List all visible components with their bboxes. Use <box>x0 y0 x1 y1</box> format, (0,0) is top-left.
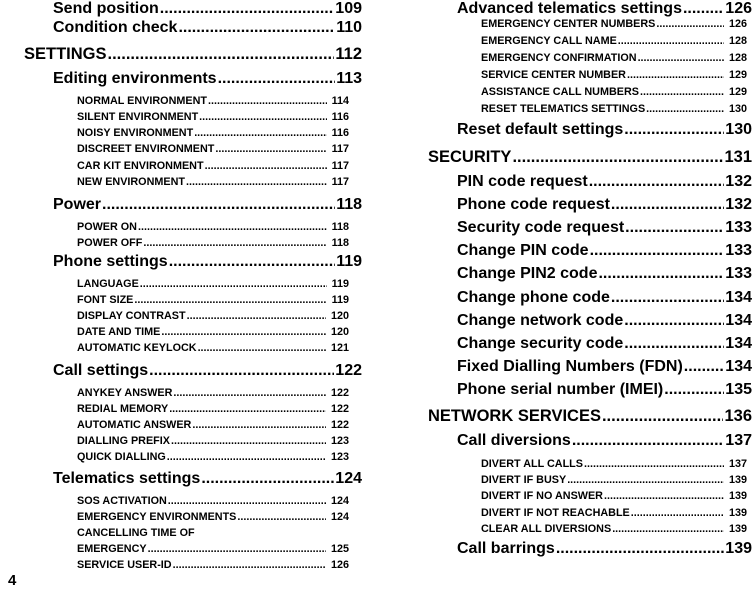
toc-entry-page: 118 <box>331 237 349 249</box>
toc-entry[interactable] <box>457 0 752 18</box>
toc-entry-page: 136 <box>724 407 752 425</box>
toc-entry[interactable] <box>457 121 752 139</box>
toc-entry-title: SILENT ENVIRONMENT <box>77 111 199 123</box>
toc-dot-leader <box>134 294 326 306</box>
toc-entry-title: Call barrings <box>457 540 555 557</box>
toc-entry-page: 139 <box>725 540 752 557</box>
toc-entry-page: 120 <box>330 326 349 338</box>
toc-entry-title: NORMAL ENVIRONMENT <box>77 95 207 107</box>
toc-dot-leader <box>192 419 326 431</box>
toc-dot-leader <box>683 0 724 18</box>
toc-entry-title: SERVICE CENTER NUMBER <box>481 69 626 81</box>
toc-entry-title: Call diversions <box>457 432 571 449</box>
toc-entry-page: 135 <box>725 381 752 398</box>
toc-entry-page: 122 <box>330 387 349 399</box>
toc-entry-page: 128 <box>728 52 747 64</box>
toc-dot-leader <box>624 312 724 330</box>
toc-entry-title: POWER OFF <box>77 237 143 249</box>
toc-dot-leader <box>201 470 334 488</box>
toc-dot-leader <box>611 289 724 307</box>
toc-entry-title: PIN code request <box>457 173 588 190</box>
toc-entry-title: AUTOMATIC KEYLOCK <box>77 342 197 354</box>
toc-entry[interactable] <box>77 419 349 431</box>
toc-entry-title: DIVERT IF NOT REACHABLE <box>481 507 630 519</box>
toc-dot-leader <box>664 381 724 399</box>
toc-entry-page: 114 <box>331 95 349 107</box>
toc-entry[interactable] <box>457 335 752 353</box>
toc-entry[interactable] <box>457 242 752 260</box>
toc-entry-title: FONT SIZE <box>77 294 134 306</box>
toc-entry-page: 139 <box>728 490 747 502</box>
toc-entry[interactable] <box>481 458 747 470</box>
toc-entry-page: 126 <box>725 0 752 17</box>
toc-entry[interactable] <box>457 196 752 214</box>
toc-entry-title: Phone serial number (IMEI) <box>457 381 664 398</box>
toc-entry-title: EMERGENCY CENTER NUMBERS <box>481 18 656 30</box>
toc-entry[interactable] <box>77 95 349 107</box>
toc-dot-leader <box>627 69 724 81</box>
toc-dot-leader <box>567 474 724 486</box>
toc-entry-page: 125 <box>330 543 349 555</box>
toc-dot-leader <box>198 342 326 354</box>
toc-dot-leader <box>624 335 724 353</box>
toc-entry-title: DIVERT IF BUSY <box>481 474 567 486</box>
toc-dot-leader <box>590 242 725 260</box>
toc-entry[interactable] <box>428 148 752 167</box>
toc-dot-leader <box>684 358 725 376</box>
toc-dot-leader <box>186 176 327 188</box>
toc-entry-page: 119 <box>331 278 349 290</box>
toc-dot-leader <box>140 278 327 290</box>
toc-entry-page: 132 <box>725 196 752 213</box>
toc-entry-title: Power <box>53 196 102 213</box>
toc-entry-page: 131 <box>724 148 752 166</box>
toc-dot-leader <box>631 507 724 519</box>
toc-entry-title: LANGUAGE <box>77 278 139 290</box>
toc-entry[interactable] <box>457 289 752 307</box>
toc-entry-page: 118 <box>331 221 349 233</box>
toc-dot-leader <box>646 103 724 115</box>
toc-dot-leader <box>160 0 335 18</box>
toc-entry-page: 139 <box>728 507 747 519</box>
toc-dot-leader <box>611 196 724 214</box>
toc-entry-page: 133 <box>725 265 752 282</box>
toc-entry[interactable] <box>457 540 752 558</box>
toc-dot-leader <box>149 362 334 380</box>
toc-entry-page: 134 <box>725 289 752 306</box>
toc-entry-page: 126 <box>330 559 349 571</box>
toc-dot-leader <box>199 111 326 123</box>
toc-entry[interactable] <box>53 253 362 271</box>
toc-dot-leader <box>218 70 336 88</box>
toc-entry-page: 133 <box>725 242 752 259</box>
toc-dot-leader <box>625 219 724 237</box>
toc-entry-title: Telematics settings <box>53 470 201 487</box>
toc-entry-title: SERVICE USER-ID <box>77 559 172 571</box>
toc-entry-title: NETWORK SERVICES <box>428 407 601 425</box>
toc-entry[interactable] <box>53 362 362 380</box>
toc-dot-leader <box>618 35 724 47</box>
toc-entry-page: 123 <box>330 451 349 463</box>
toc-entry-title: DISCREET ENVIRONMENT <box>77 143 215 155</box>
toc-entry-title: POWER ON <box>77 221 137 233</box>
toc-dot-leader <box>194 127 326 139</box>
toc-entry-page: 112 <box>335 45 362 63</box>
toc-entry-page: 116 <box>331 127 349 139</box>
toc-entry-title: REDIAL MEMORY <box>77 403 169 415</box>
toc-entry[interactable] <box>77 543 349 555</box>
toc-entry[interactable] <box>481 507 747 519</box>
toc-entry-page: 133 <box>725 219 752 236</box>
toc-entry-title: Reset default settings <box>457 121 624 138</box>
toc-entry-page: 132 <box>725 173 752 190</box>
toc-entry-page: 119 <box>336 253 362 270</box>
toc-entry-page: 120 <box>330 310 349 322</box>
toc-dot-leader <box>624 121 724 139</box>
toc-entry[interactable] <box>77 527 349 539</box>
toc-dot-leader <box>208 95 327 107</box>
toc-entry[interactable] <box>481 490 747 502</box>
toc-dot-leader <box>237 511 326 523</box>
toc-dot-leader <box>173 559 326 571</box>
toc-dot-leader <box>143 237 326 249</box>
toc-entry-title: DIVERT IF NO ANSWER <box>481 490 603 502</box>
page-number: 4 <box>8 572 17 589</box>
toc-entry[interactable] <box>457 381 752 399</box>
toc-entry-title: QUICK DIALLING <box>77 451 166 463</box>
toc-entry[interactable] <box>481 52 747 64</box>
toc-entry[interactable] <box>77 451 349 463</box>
toc-entry-title: Call settings <box>53 362 149 379</box>
toc-entry[interactable] <box>457 219 752 237</box>
toc-dot-leader <box>604 490 724 502</box>
toc-entry[interactable] <box>77 326 349 338</box>
toc-entry-page: 117 <box>331 176 349 188</box>
toc-entry-title: AUTOMATIC ANSWER <box>77 419 192 431</box>
toc-entry-page: 117 <box>331 143 349 155</box>
toc-entry-title: DISPLAY CONTRAST <box>77 310 186 322</box>
toc-entry-title: CLEAR ALL DIVERSIONS <box>481 523 612 535</box>
toc-entry-page: 110 <box>336 19 362 36</box>
toc-entry-title: RESET TELEMATICS SETTINGS <box>481 103 646 115</box>
toc-entry[interactable] <box>77 495 349 507</box>
toc-dot-leader <box>638 52 724 64</box>
toc-entry[interactable] <box>53 196 362 214</box>
toc-dot-leader <box>215 143 326 155</box>
toc-entry[interactable] <box>77 310 349 322</box>
toc-entry-title: EMERGENCY ENVIRONMENTS <box>77 511 237 523</box>
toc-entry[interactable] <box>77 278 349 290</box>
toc-dot-leader <box>173 387 326 399</box>
toc-entry-title: Send position <box>53 0 159 17</box>
toc-entry[interactable] <box>77 559 349 571</box>
toc-entry[interactable] <box>77 237 349 249</box>
toc-dot-leader <box>169 403 326 415</box>
toc-entry-page: 109 <box>335 0 362 17</box>
toc-entry-page: 124 <box>330 511 349 523</box>
toc-entry-title: Change PIN2 code <box>457 265 598 282</box>
toc-dot-leader <box>602 407 724 426</box>
toc-entry-title: DIALLING PREFIX <box>77 435 170 447</box>
toc-entry[interactable] <box>481 86 747 98</box>
toc-entry[interactable] <box>77 160 349 172</box>
toc-dot-leader <box>584 458 724 470</box>
toc-entry[interactable] <box>481 474 747 486</box>
toc-entry-title: NEW ENVIRONMENT <box>77 176 185 188</box>
toc-dot-leader <box>168 495 326 507</box>
toc-entry[interactable] <box>53 70 362 88</box>
toc-dot-leader <box>148 543 326 555</box>
toc-entry-title: Change PIN code <box>457 242 589 259</box>
toc-dot-leader <box>205 160 327 172</box>
toc-entry-page: 134 <box>725 358 752 375</box>
toc-entry[interactable] <box>53 0 362 18</box>
toc-dot-leader <box>656 18 724 30</box>
toc-entry-page: 123 <box>330 435 349 447</box>
toc-entry[interactable] <box>24 45 362 64</box>
toc-entry-page: 113 <box>336 70 362 87</box>
toc-entry[interactable] <box>77 387 349 399</box>
toc-entry-page: 122 <box>330 419 349 431</box>
toc-entry-page: 128 <box>728 35 747 47</box>
toc-dot-leader <box>138 221 327 233</box>
toc-entry-page: 116 <box>331 111 349 123</box>
toc-dot-leader <box>187 310 326 322</box>
toc-dot-leader <box>556 540 724 558</box>
toc-entry-title: Phone code request <box>457 196 610 213</box>
toc-entry-title: Phone settings <box>53 253 168 270</box>
toc-dot-leader <box>167 451 326 463</box>
toc-dot-leader <box>108 45 335 64</box>
toc-entry[interactable] <box>77 143 349 155</box>
toc-entry[interactable] <box>77 127 349 139</box>
toc-entry-title: ANYKEY ANSWER <box>77 387 173 399</box>
toc-entry[interactable] <box>481 18 747 30</box>
toc-entry-page: 121 <box>330 342 349 354</box>
toc-entry-page: 124 <box>330 495 349 507</box>
toc-entry-title: Security code request <box>457 219 625 236</box>
toc-entry[interactable] <box>77 176 349 188</box>
toc-entry-page: 130 <box>728 103 747 115</box>
toc-entry-title: CANCELLING TIME OF <box>77 527 195 539</box>
toc-entry-title: Change security code <box>457 335 624 352</box>
toc-dot-leader <box>589 173 725 191</box>
toc-entry-title: Editing environments <box>53 70 217 87</box>
toc-entry-title: SECURITY <box>428 148 512 166</box>
toc-entry-page: 126 <box>728 18 747 30</box>
toc-entry[interactable] <box>77 511 349 523</box>
toc-entry[interactable] <box>457 265 752 283</box>
toc-entry[interactable] <box>77 435 349 447</box>
toc-entry-page: 137 <box>725 432 752 449</box>
toc-entry-title: Change network code <box>457 312 624 329</box>
toc-entry-title: Advanced telematics settings <box>457 0 682 17</box>
toc-entry-page: 130 <box>725 121 752 138</box>
toc-entry[interactable] <box>481 35 747 47</box>
toc-dot-leader <box>512 148 723 167</box>
toc-entry-title: Change phone code <box>457 289 610 306</box>
toc-entry-title: ASSISTANCE CALL NUMBERS <box>481 86 639 98</box>
toc-entry-title: DATE AND TIME <box>77 326 161 338</box>
toc-entry-title: EMERGENCY CONFIRMATION <box>481 52 637 64</box>
toc-dot-leader <box>612 523 724 535</box>
toc-entry[interactable] <box>481 103 747 115</box>
toc-entry[interactable] <box>481 69 747 81</box>
toc-dot-leader <box>572 432 724 450</box>
toc-entry-page: 129 <box>728 69 747 81</box>
toc-entry-title: EMERGENCY CALL NAME <box>481 35 617 47</box>
toc-entry-page: 137 <box>728 458 747 470</box>
toc-entry[interactable] <box>428 407 752 426</box>
toc-entry[interactable] <box>53 470 362 488</box>
toc-entry-title: CAR KIT ENVIRONMENT <box>77 160 204 172</box>
toc-dot-leader <box>169 253 336 271</box>
toc-entry[interactable] <box>481 523 747 535</box>
toc-entry[interactable] <box>53 19 362 37</box>
toc-entry-page: 134 <box>725 335 752 352</box>
toc-entry-page: 124 <box>335 470 362 487</box>
toc-dot-leader <box>178 19 335 37</box>
toc-entry-title: EMERGENCY <box>77 543 147 555</box>
toc-entry[interactable] <box>77 111 349 123</box>
toc-entry-title: SETTINGS <box>24 45 107 63</box>
toc-dot-leader <box>171 435 326 447</box>
toc-entry[interactable] <box>457 358 752 376</box>
toc-dot-leader <box>598 265 724 283</box>
toc-entry-page: 134 <box>725 312 752 329</box>
toc-dot-leader <box>102 196 335 214</box>
toc-entry-page: 122 <box>335 362 362 379</box>
toc-dot-leader <box>161 326 326 338</box>
toc-entry-title: SOS ACTIVATION <box>77 495 167 507</box>
toc-entry-page: 139 <box>728 474 747 486</box>
toc-entry-title: NOISY ENVIRONMENT <box>77 127 194 139</box>
toc-entry-title: Fixed Dialling Numbers (FDN) <box>457 358 683 375</box>
toc-entry[interactable] <box>77 221 349 233</box>
toc-entry-page: 118 <box>336 196 362 213</box>
toc-entry-page: 119 <box>331 294 349 306</box>
toc-entry-title: Condition check <box>53 19 178 36</box>
toc-entry[interactable] <box>77 342 349 354</box>
toc-entry[interactable] <box>77 294 349 306</box>
toc-entry-page: 117 <box>331 160 349 172</box>
toc-dot-leader <box>640 86 724 98</box>
toc-entry[interactable] <box>457 432 752 450</box>
toc-entry-page: 122 <box>330 403 349 415</box>
toc-entry-title: DIVERT ALL CALLS <box>481 458 583 470</box>
toc-entry[interactable] <box>77 403 349 415</box>
toc-entry-page: 129 <box>728 86 747 98</box>
toc-entry[interactable] <box>457 173 752 191</box>
toc-entry-page: 139 <box>728 523 747 535</box>
toc-entry[interactable] <box>457 312 752 330</box>
